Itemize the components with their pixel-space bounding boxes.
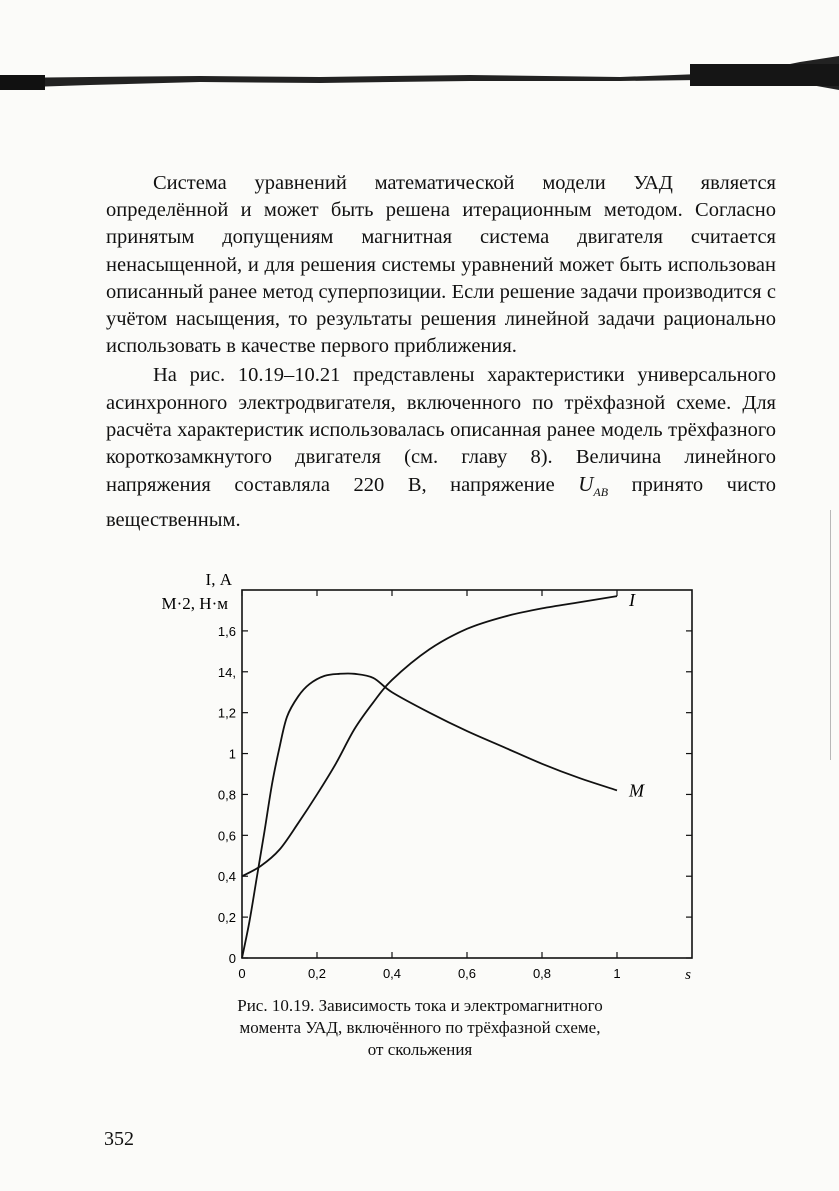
y-tick-label: 0,4 — [217, 869, 236, 885]
series-label-M: M — [629, 780, 644, 801]
top-scan-rule — [0, 50, 839, 110]
x-axis-label: s — [685, 967, 691, 983]
paragraph-2 — [106, 362, 776, 533]
figure-caption — [170, 995, 670, 1061]
x-tick-label: 0,6 — [457, 966, 477, 981]
caption-line-2: момента УАД, включённого по трёхфазной схеме, — [239, 1018, 601, 1037]
paragraph-2-text: На рис. 10.19–10.21 представлены характеристики универсального асинхронного электродвигателя, включенного по трёхфазной схеме. Для расчёта характеристик использовалась описанная ранее модель трёхфазного короткозамкнутого двигателя (см. главу 8). Величина линейного напряжения составляла 220 В, напряжение — [106, 364, 776, 497]
y-tick-label: 1 — [228, 746, 236, 762]
page-number: 352 — [104, 1128, 134, 1150]
body-text — [106, 170, 776, 534]
paragraph-2-end: принято чисто вещественным. — [106, 474, 776, 531]
series-line-M — [242, 673, 617, 958]
y-tick-label: 0,8 — [217, 787, 236, 803]
x-tick-label: 0,2 — [307, 966, 327, 981]
paragraph-1: Система уравнений математической модели УАД является определённой и может быть решена итерационным методом. Согласно принятым допущениям магнитная система двигателя считается ненасыщенной, и для решения системы уравнений может быть использован описанный ранее метод суперпозиции. Если решение задачи производится с учётом насыщения, то результаты решения линейной задачи рационально использовать в качестве первого приближения. — [106, 172, 776, 358]
uab-symbol: $U_{AB}$ — [578, 472, 609, 500]
y-tick-label: 0 — [228, 951, 236, 966]
x-tick-label: 0 — [238, 966, 246, 981]
x-tick-label: 0,4 — [382, 966, 402, 981]
y-tick-label: 0,2 — [217, 910, 236, 926]
y-axis-label-torque: M·2, Н·м — [161, 594, 228, 613]
y-tick-label: 0,6 — [217, 828, 236, 844]
series-label-I: I — [629, 590, 635, 611]
plot-frame — [242, 590, 692, 958]
uab-subscript: AB — [593, 485, 609, 500]
current-torque-chart — [130, 560, 710, 990]
caption-line-3: от скольжения — [367, 1040, 473, 1059]
series-line-I — [242, 596, 617, 876]
x-tick-label: 1 — [613, 966, 621, 981]
y-tick-label: 1,2 — [217, 705, 236, 721]
scan-margin-line — [830, 510, 831, 760]
y-tick-label: 14, — [217, 664, 236, 680]
x-tick-label: 0,8 — [532, 966, 552, 981]
y-tick-label: 1,6 — [217, 623, 236, 639]
caption-line-1: Рис. 10.19. Зависимость тока и электромагнитного — [237, 996, 603, 1015]
y-axis-label-current: I, А — [205, 570, 232, 589]
